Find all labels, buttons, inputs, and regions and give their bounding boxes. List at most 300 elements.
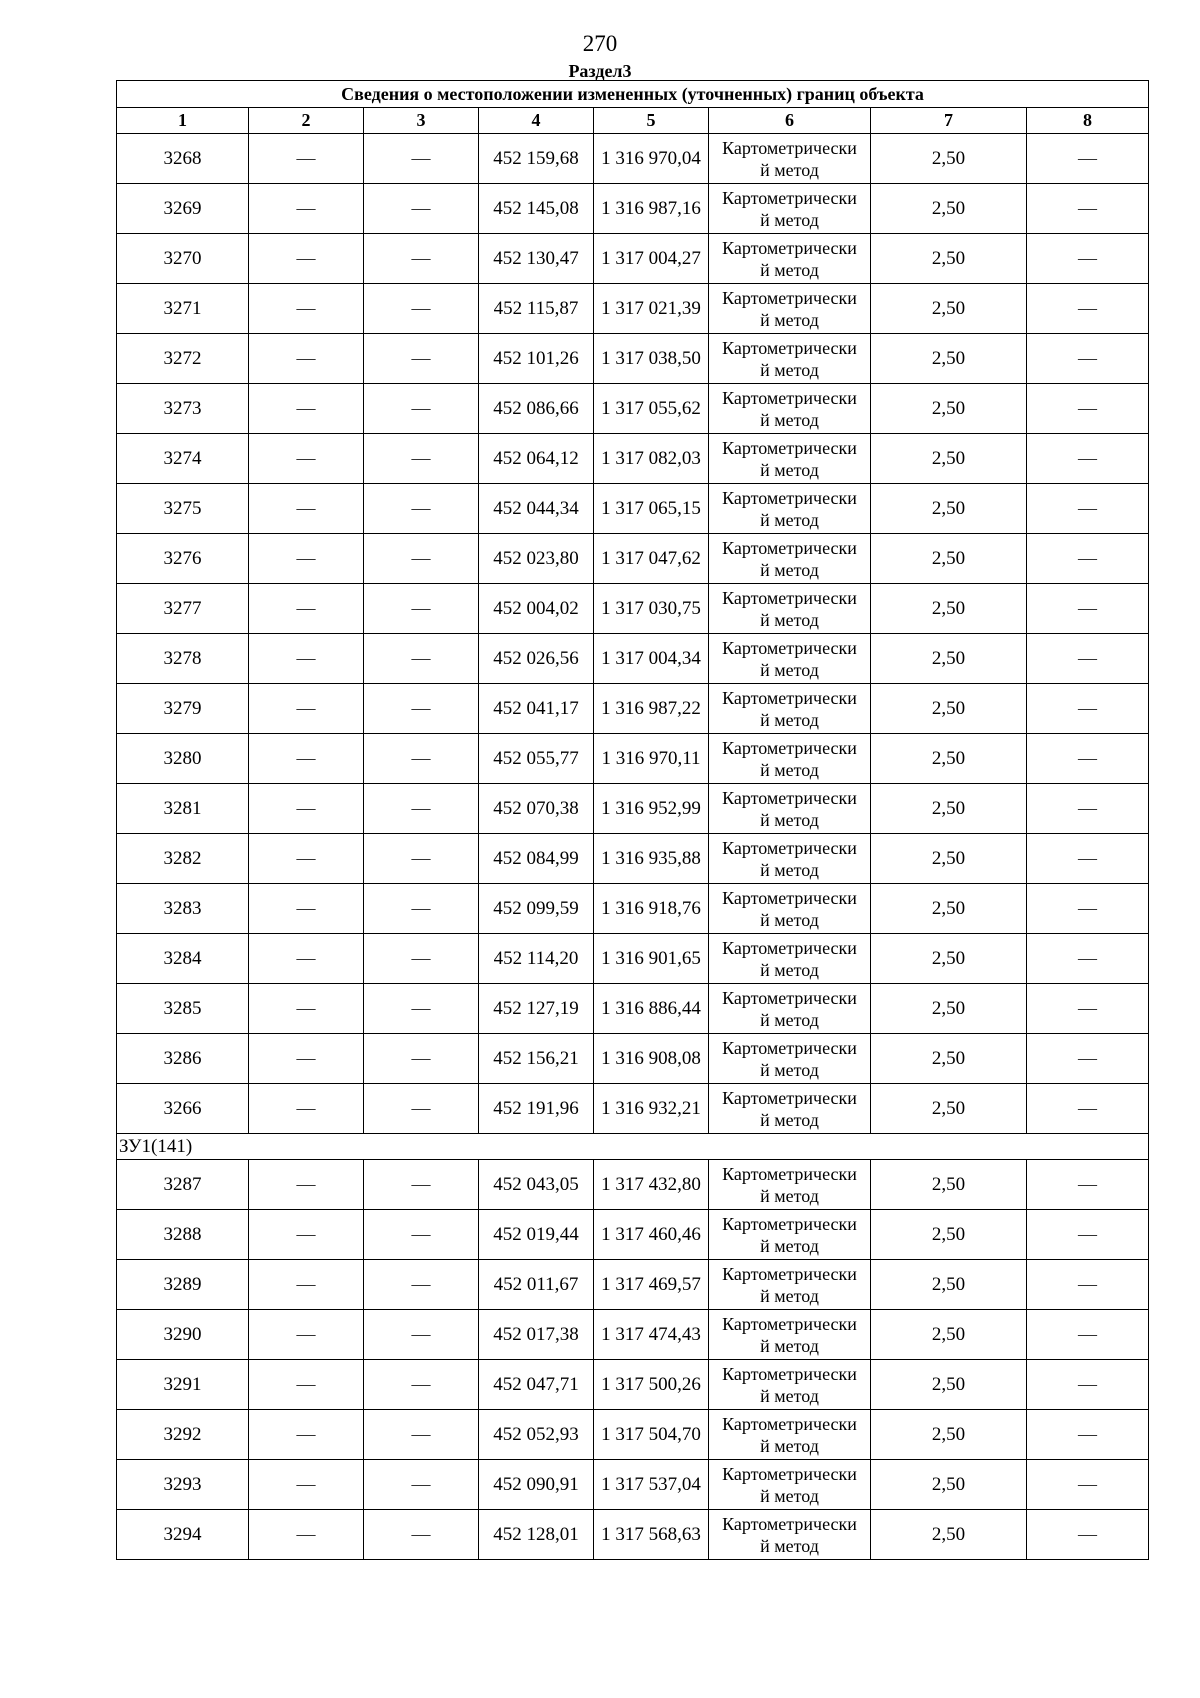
column-3-cell: —: [364, 934, 479, 984]
table-row: [117, 1210, 1149, 1260]
method-line-1: Картометрически: [722, 1513, 857, 1534]
table-row: [117, 1460, 1149, 1510]
column-2-cell: —: [249, 884, 364, 934]
method-line-2: й метод: [760, 259, 819, 280]
method-cell: [709, 984, 871, 1034]
column-8-cell: —: [1027, 334, 1149, 384]
method-line-2: й метод: [760, 409, 819, 430]
column-3-cell: —: [364, 584, 479, 634]
method-line-2: й метод: [760, 959, 819, 980]
group-label: ЗУ1(141): [117, 1134, 1149, 1160]
x-coordinate-cell: 452 044,34: [479, 484, 594, 534]
method-line-1: Картометрически: [722, 537, 857, 558]
page-number: 270: [582, 31, 618, 56]
column-3-cell: —: [364, 134, 479, 184]
column-8-cell: —: [1027, 1210, 1149, 1260]
column-3-cell: —: [364, 434, 479, 484]
method-line-2: й метод: [760, 209, 819, 230]
column-3-cell: —: [364, 334, 479, 384]
point-number-cell: 3282: [117, 834, 249, 884]
x-coordinate-cell: 452 086,66: [479, 384, 594, 434]
accuracy-cell: 2,50: [871, 584, 1027, 634]
method-line-1: Картометрически: [722, 687, 857, 708]
column-2-cell: —: [249, 534, 364, 584]
accuracy-cell: 2,50: [871, 784, 1027, 834]
y-coordinate-cell: 1 316 901,65: [594, 934, 709, 984]
y-coordinate-cell: 1 317 047,62: [594, 534, 709, 584]
accuracy-cell: 2,50: [871, 1210, 1027, 1260]
accuracy-cell: 2,50: [871, 684, 1027, 734]
method-cell: [709, 1210, 871, 1260]
x-coordinate-cell: 452 159,68: [479, 134, 594, 184]
accuracy-cell: 2,50: [871, 234, 1027, 284]
table-caption: Сведения о местоположении измененных (уточненных) границ объекта: [117, 81, 1149, 108]
column-8-cell: —: [1027, 1510, 1149, 1560]
point-number-cell: 3289: [117, 1260, 249, 1310]
column-2-cell: —: [249, 384, 364, 434]
method-line-1: Картометрически: [722, 1413, 857, 1434]
boundary-table: [116, 80, 1149, 1560]
method-line-1: Картометрически: [722, 587, 857, 608]
column-number-2: 2: [249, 108, 364, 134]
column-8-cell: —: [1027, 784, 1149, 834]
column-2-cell: —: [249, 484, 364, 534]
method-line-1: Картометрически: [722, 487, 857, 508]
y-coordinate-cell: 1 317 500,26: [594, 1360, 709, 1410]
method-cell: [709, 1360, 871, 1410]
method-line-1: Картометрически: [722, 337, 857, 358]
method-line-2: й метод: [760, 459, 819, 480]
x-coordinate-cell: 452 070,38: [479, 784, 594, 834]
point-number-cell: 3276: [117, 534, 249, 584]
x-coordinate-cell: 452 047,71: [479, 1360, 594, 1410]
method-line-1: Картометрически: [722, 1213, 857, 1234]
accuracy-cell: 2,50: [871, 634, 1027, 684]
column-8-cell: —: [1027, 1460, 1149, 1510]
method-line-2: й метод: [760, 809, 819, 830]
method-line-1: Картометрически: [722, 187, 857, 208]
method-cell: [709, 184, 871, 234]
point-number-cell: 3291: [117, 1360, 249, 1410]
table-row: [117, 384, 1149, 434]
column-3-cell: —: [364, 884, 479, 934]
point-number-cell: 3270: [117, 234, 249, 284]
table-row: [117, 734, 1149, 784]
x-coordinate-cell: 452 017,38: [479, 1310, 594, 1360]
method-line-2: й метод: [760, 309, 819, 330]
method-line-2: й метод: [760, 1485, 819, 1506]
column-2-cell: —: [249, 1310, 364, 1360]
x-coordinate-cell: 452 090,91: [479, 1460, 594, 1510]
accuracy-cell: 2,50: [871, 1310, 1027, 1360]
column-2-cell: —: [249, 934, 364, 984]
column-2-cell: —: [249, 334, 364, 384]
column-2-cell: —: [249, 834, 364, 884]
method-cell: [709, 384, 871, 434]
method-cell: [709, 684, 871, 734]
column-8-cell: —: [1027, 584, 1149, 634]
y-coordinate-cell: 1 316 918,76: [594, 884, 709, 934]
method-line-2: й метод: [760, 1335, 819, 1356]
method-cell: [709, 834, 871, 884]
method-line-1: Картометрически: [722, 1087, 857, 1108]
column-number-6: 6: [709, 108, 871, 134]
method-cell: [709, 334, 871, 384]
point-number-cell: 3272: [117, 334, 249, 384]
column-3-cell: —: [364, 384, 479, 434]
x-coordinate-cell: 452 127,19: [479, 984, 594, 1034]
point-number-cell: 3293: [117, 1460, 249, 1510]
method-line-2: й метод: [760, 1285, 819, 1306]
x-coordinate-cell: 452 023,80: [479, 534, 594, 584]
method-line-1: Картометрически: [722, 837, 857, 858]
column-3-cell: —: [364, 1460, 479, 1510]
accuracy-cell: 2,50: [871, 484, 1027, 534]
column-8-cell: —: [1027, 684, 1149, 734]
y-coordinate-cell: 1 317 568,63: [594, 1510, 709, 1560]
y-coordinate-cell: 1 316 987,22: [594, 684, 709, 734]
column-2-cell: —: [249, 734, 364, 784]
point-number-cell: 3280: [117, 734, 249, 784]
method-cell: [709, 134, 871, 184]
x-coordinate-cell: 452 043,05: [479, 1160, 594, 1210]
section-title: Раздел3: [568, 61, 632, 81]
point-number-cell: 3268: [117, 134, 249, 184]
method-line-2: й метод: [760, 1109, 819, 1130]
method-line-2: й метод: [760, 1435, 819, 1456]
column-8-cell: —: [1027, 434, 1149, 484]
y-coordinate-cell: 1 316 952,99: [594, 784, 709, 834]
table-row: [117, 334, 1149, 384]
method-cell: [709, 1260, 871, 1310]
column-8-cell: —: [1027, 534, 1149, 584]
accuracy-cell: 2,50: [871, 734, 1027, 784]
y-coordinate-cell: 1 316 987,16: [594, 184, 709, 234]
x-coordinate-cell: 452 064,12: [479, 434, 594, 484]
method-cell: [709, 884, 871, 934]
method-cell: [709, 1160, 871, 1210]
x-coordinate-cell: 452 011,67: [479, 1260, 594, 1310]
column-number-5: 5: [594, 108, 709, 134]
column-8-cell: —: [1027, 1084, 1149, 1134]
table-row: [117, 284, 1149, 334]
y-coordinate-cell: 1 317 469,57: [594, 1260, 709, 1310]
x-coordinate-cell: 452 084,99: [479, 834, 594, 884]
column-3-cell: —: [364, 1160, 479, 1210]
point-number-cell: 3275: [117, 484, 249, 534]
column-3-cell: —: [364, 1310, 479, 1360]
method-line-2: й метод: [760, 509, 819, 530]
table-row: [117, 634, 1149, 684]
column-8-cell: —: [1027, 284, 1149, 334]
method-cell: [709, 1034, 871, 1084]
column-8-cell: —: [1027, 184, 1149, 234]
point-number-cell: 3288: [117, 1210, 249, 1260]
point-number-cell: 3279: [117, 684, 249, 734]
table-row: [117, 134, 1149, 184]
column-2-cell: —: [249, 1460, 364, 1510]
accuracy-cell: 2,50: [871, 1360, 1027, 1410]
method-line-1: Картометрически: [722, 1363, 857, 1384]
column-number-4: 4: [479, 108, 594, 134]
column-3-cell: —: [364, 734, 479, 784]
column-2-cell: —: [249, 684, 364, 734]
column-2-cell: —: [249, 634, 364, 684]
column-2-cell: —: [249, 784, 364, 834]
method-line-2: й метод: [760, 1009, 819, 1030]
method-line-2: й метод: [760, 909, 819, 930]
accuracy-cell: 2,50: [871, 1510, 1027, 1560]
column-3-cell: —: [364, 1084, 479, 1134]
column-3-cell: —: [364, 834, 479, 884]
x-coordinate-cell: 452 055,77: [479, 734, 594, 784]
column-8-cell: —: [1027, 934, 1149, 984]
y-coordinate-cell: 1 317 038,50: [594, 334, 709, 384]
x-coordinate-cell: 452 191,96: [479, 1084, 594, 1134]
column-3-cell: —: [364, 984, 479, 1034]
y-coordinate-cell: 1 317 021,39: [594, 284, 709, 334]
method-cell: [709, 1310, 871, 1360]
column-2-cell: —: [249, 1034, 364, 1084]
column-2-cell: —: [249, 1160, 364, 1210]
column-8-cell: —: [1027, 1034, 1149, 1084]
point-number-cell: 3294: [117, 1510, 249, 1560]
column-3-cell: —: [364, 784, 479, 834]
point-number-cell: 3269: [117, 184, 249, 234]
table-row: [117, 1310, 1149, 1360]
column-8-cell: —: [1027, 234, 1149, 284]
table-row: [117, 1260, 1149, 1310]
method-cell: [709, 934, 871, 984]
method-line-2: й метод: [760, 1059, 819, 1080]
column-2-cell: —: [249, 584, 364, 634]
x-coordinate-cell: 452 052,93: [479, 1410, 594, 1460]
column-2-cell: —: [249, 184, 364, 234]
column-3-cell: —: [364, 634, 479, 684]
column-2-cell: —: [249, 134, 364, 184]
column-2-cell: —: [249, 1260, 364, 1310]
method-cell: [709, 1510, 871, 1560]
method-line-1: Картометрически: [722, 1313, 857, 1334]
table-row: [117, 434, 1149, 484]
table-row: [117, 184, 1149, 234]
table-row: [117, 684, 1149, 734]
x-coordinate-cell: 452 145,08: [479, 184, 594, 234]
column-2-cell: —: [249, 1210, 364, 1260]
x-coordinate-cell: 452 128,01: [479, 1510, 594, 1560]
method-cell: [709, 584, 871, 634]
group-label-row: [117, 1134, 1149, 1160]
column-8-cell: —: [1027, 834, 1149, 884]
table-row: [117, 1510, 1149, 1560]
y-coordinate-cell: 1 316 886,44: [594, 984, 709, 1034]
table-caption-row: [117, 81, 1149, 108]
column-3-cell: —: [364, 484, 479, 534]
y-coordinate-cell: 1 317 004,27: [594, 234, 709, 284]
method-line-1: Картометрически: [722, 287, 857, 308]
accuracy-cell: 2,50: [871, 334, 1027, 384]
accuracy-cell: 2,50: [871, 184, 1027, 234]
table-row: [117, 1360, 1149, 1410]
column-3-cell: —: [364, 1034, 479, 1084]
column-3-cell: —: [364, 1210, 479, 1260]
method-cell: [709, 484, 871, 534]
accuracy-cell: 2,50: [871, 534, 1027, 584]
accuracy-cell: 2,50: [871, 884, 1027, 934]
column-3-cell: —: [364, 534, 479, 584]
method-line-1: Картометрически: [722, 1163, 857, 1184]
point-number-cell: 3273: [117, 384, 249, 434]
accuracy-cell: 2,50: [871, 384, 1027, 434]
y-coordinate-cell: 1 317 055,62: [594, 384, 709, 434]
method-line-1: Картометрически: [722, 737, 857, 758]
column-2-cell: —: [249, 1410, 364, 1460]
column-number-3: 3: [364, 108, 479, 134]
method-line-2: й метод: [760, 159, 819, 180]
y-coordinate-cell: 1 317 004,34: [594, 634, 709, 684]
column-8-cell: —: [1027, 634, 1149, 684]
method-line-1: Картометрически: [722, 987, 857, 1008]
point-number-cell: 3287: [117, 1160, 249, 1210]
column-8-cell: —: [1027, 384, 1149, 434]
x-coordinate-cell: 452 115,87: [479, 284, 594, 334]
column-8-cell: —: [1027, 884, 1149, 934]
accuracy-cell: 2,50: [871, 984, 1027, 1034]
table-row: [117, 1160, 1149, 1210]
column-8-cell: —: [1027, 734, 1149, 784]
accuracy-cell: 2,50: [871, 1410, 1027, 1460]
x-coordinate-cell: 452 156,21: [479, 1034, 594, 1084]
method-cell: [709, 434, 871, 484]
x-coordinate-cell: 452 041,17: [479, 684, 594, 734]
table-row: [117, 934, 1149, 984]
method-line-2: й метод: [760, 559, 819, 580]
column-2-cell: —: [249, 284, 364, 334]
column-8-cell: —: [1027, 1260, 1149, 1310]
method-line-1: Картометрически: [722, 787, 857, 808]
accuracy-cell: 2,50: [871, 284, 1027, 334]
column-3-cell: —: [364, 1360, 479, 1410]
method-cell: [709, 1084, 871, 1134]
method-line-1: Картометрически: [722, 1463, 857, 1484]
column-8-cell: —: [1027, 984, 1149, 1034]
point-number-cell: 3271: [117, 284, 249, 334]
y-coordinate-cell: 1 317 474,43: [594, 1310, 709, 1360]
column-2-cell: —: [249, 434, 364, 484]
y-coordinate-cell: 1 317 504,70: [594, 1410, 709, 1460]
column-3-cell: —: [364, 234, 479, 284]
table-row: [117, 834, 1149, 884]
point-number-cell: 3266: [117, 1084, 249, 1134]
x-coordinate-cell: 452 019,44: [479, 1210, 594, 1260]
y-coordinate-cell: 1 317 460,46: [594, 1210, 709, 1260]
method-line-2: й метод: [760, 609, 819, 630]
y-coordinate-cell: 1 317 030,75: [594, 584, 709, 634]
point-number-cell: 3277: [117, 584, 249, 634]
method-cell: [709, 1460, 871, 1510]
method-line-1: Картометрически: [722, 637, 857, 658]
method-line-2: й метод: [760, 1185, 819, 1206]
method-cell: [709, 284, 871, 334]
accuracy-cell: 2,50: [871, 1160, 1027, 1210]
method-line-1: Картометрически: [722, 1037, 857, 1058]
column-3-cell: —: [364, 1510, 479, 1560]
method-line-2: й метод: [760, 859, 819, 880]
method-cell: [709, 534, 871, 584]
table-row: [117, 1410, 1149, 1460]
column-2-cell: —: [249, 1084, 364, 1134]
table-body: [117, 134, 1149, 1560]
method-line-2: й метод: [760, 359, 819, 380]
table-row: [117, 784, 1149, 834]
table-row: [117, 884, 1149, 934]
column-2-cell: —: [249, 1360, 364, 1410]
method-line-1: Картометрически: [722, 437, 857, 458]
column-2-cell: —: [249, 234, 364, 284]
method-line-1: Картометрически: [722, 1263, 857, 1284]
method-line-2: й метод: [760, 709, 819, 730]
y-coordinate-cell: 1 317 082,03: [594, 434, 709, 484]
column-8-cell: —: [1027, 484, 1149, 534]
point-number-cell: 3290: [117, 1310, 249, 1360]
method-line-2: й метод: [760, 1535, 819, 1556]
method-cell: [709, 634, 871, 684]
y-coordinate-cell: 1 316 908,08: [594, 1034, 709, 1084]
point-number-cell: 3281: [117, 784, 249, 834]
y-coordinate-cell: 1 316 932,21: [594, 1084, 709, 1134]
point-number-cell: 3292: [117, 1410, 249, 1460]
accuracy-cell: 2,50: [871, 1034, 1027, 1084]
column-2-cell: —: [249, 984, 364, 1034]
table-row: [117, 234, 1149, 284]
method-line-1: Картометрически: [722, 137, 857, 158]
y-coordinate-cell: 1 317 537,04: [594, 1460, 709, 1510]
x-coordinate-cell: 452 026,56: [479, 634, 594, 684]
point-number-cell: 3274: [117, 434, 249, 484]
column-number-8: 8: [1027, 108, 1149, 134]
method-line-1: Картометрически: [722, 937, 857, 958]
method-line-1: Картометрически: [722, 887, 857, 908]
column-2-cell: —: [249, 1510, 364, 1560]
y-coordinate-cell: 1 317 065,15: [594, 484, 709, 534]
method-line-2: й метод: [760, 759, 819, 780]
point-number-cell: 3285: [117, 984, 249, 1034]
table-row: [117, 534, 1149, 584]
table-row: [117, 1034, 1149, 1084]
method-line-1: Картометрически: [722, 237, 857, 258]
method-cell: [709, 1410, 871, 1460]
column-3-cell: —: [364, 284, 479, 334]
method-line-2: й метод: [760, 1235, 819, 1256]
table-row: [117, 984, 1149, 1034]
method-cell: [709, 234, 871, 284]
x-coordinate-cell: 452 101,26: [479, 334, 594, 384]
column-number-7: 7: [871, 108, 1027, 134]
method-cell: [709, 784, 871, 834]
point-number-cell: 3283: [117, 884, 249, 934]
column-3-cell: —: [364, 684, 479, 734]
column-3-cell: —: [364, 1260, 479, 1310]
column-8-cell: —: [1027, 1310, 1149, 1360]
y-coordinate-cell: 1 317 432,80: [594, 1160, 709, 1210]
column-3-cell: —: [364, 184, 479, 234]
y-coordinate-cell: 1 316 970,04: [594, 134, 709, 184]
accuracy-cell: 2,50: [871, 1084, 1027, 1134]
column-number-1: 1: [117, 108, 249, 134]
method-cell: [709, 734, 871, 784]
method-line-2: й метод: [760, 659, 819, 680]
column-8-cell: —: [1027, 134, 1149, 184]
